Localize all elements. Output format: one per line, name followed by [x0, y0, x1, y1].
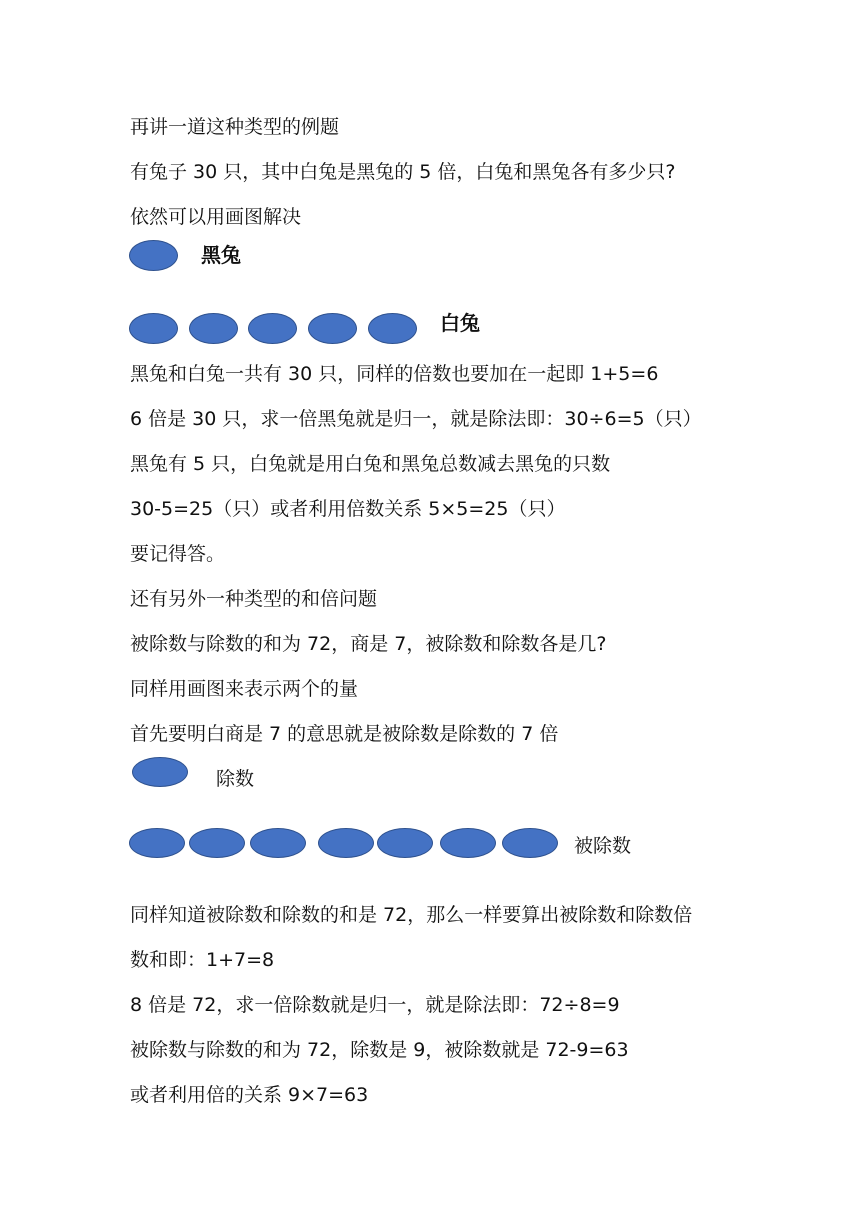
problem2-line: 被除数与除数的和为 72，商是 7，被除数和除数各是几?: [130, 633, 607, 655]
problem1-line: 有兔子 30 只，其中白兔是黑兔的 5 倍，白兔和黑兔各有多少只?: [130, 161, 676, 183]
explain2-line: 首先要明白商是 7 的意思就是被除数是除数的 7 倍: [130, 723, 559, 745]
white-rabbit-oval: [129, 313, 178, 344]
white-rabbit-oval: [308, 313, 357, 344]
dividend-oval: [502, 828, 558, 858]
step6-line: 8 倍是 72，求一倍除数就是归一，就是除法即：72÷8=9: [130, 994, 620, 1016]
method1-line: 依然可以用画图解决: [130, 206, 302, 228]
step5a-line: 同样知道被除数和除数的和是 72，那么一样要算出被除数和除数倍: [130, 904, 693, 926]
dividend-oval: [129, 828, 185, 858]
step8-line: 或者利用倍的关系 9×7=63: [130, 1084, 369, 1106]
dividend-oval: [189, 828, 245, 858]
reminder-line: 要记得答。: [130, 543, 226, 565]
white-rabbit-oval: [189, 313, 238, 344]
step4-line: 30-5=25（只）或者利用倍数关系 5×5=25（只）: [130, 498, 566, 520]
step5b-line: 数和即：1+7=8: [130, 949, 275, 971]
method2-line: 同样用画图来表示两个的量: [130, 678, 359, 700]
white-rabbit-oval: [368, 313, 417, 344]
black-rabbit-label: 黑兔: [201, 243, 241, 267]
dividend-oval: [250, 828, 306, 858]
divisor-oval: [132, 757, 188, 787]
dividend-oval: [440, 828, 496, 858]
step3-line: 黑兔有 5 只，白兔就是用白兔和黑兔总数减去黑兔的只数: [130, 453, 611, 475]
dividend-oval: [377, 828, 433, 858]
step1-line: 黑兔和白兔一共有 30 只，同样的倍数也要加在一起即 1+5=6: [130, 363, 659, 385]
dividend-oval: [318, 828, 374, 858]
divisor-label: 除数: [216, 768, 255, 790]
white-rabbit-oval: [248, 313, 297, 344]
black-rabbit-oval: [129, 240, 178, 271]
intro-line: 再讲一道这种类型的例题: [130, 116, 340, 138]
white-rabbit-label: 白兔: [440, 311, 480, 335]
step7-line: 被除数与除数的和为 72，除数是 9，被除数就是 72-9=63: [130, 1039, 629, 1061]
dividend-label: 被除数: [574, 835, 632, 857]
type2-line: 还有另外一种类型的和倍问题: [130, 588, 378, 610]
step2-line: 6 倍是 30 只，求一倍黑兔就是归一，就是除法即：30÷6=5（只）: [130, 408, 702, 430]
